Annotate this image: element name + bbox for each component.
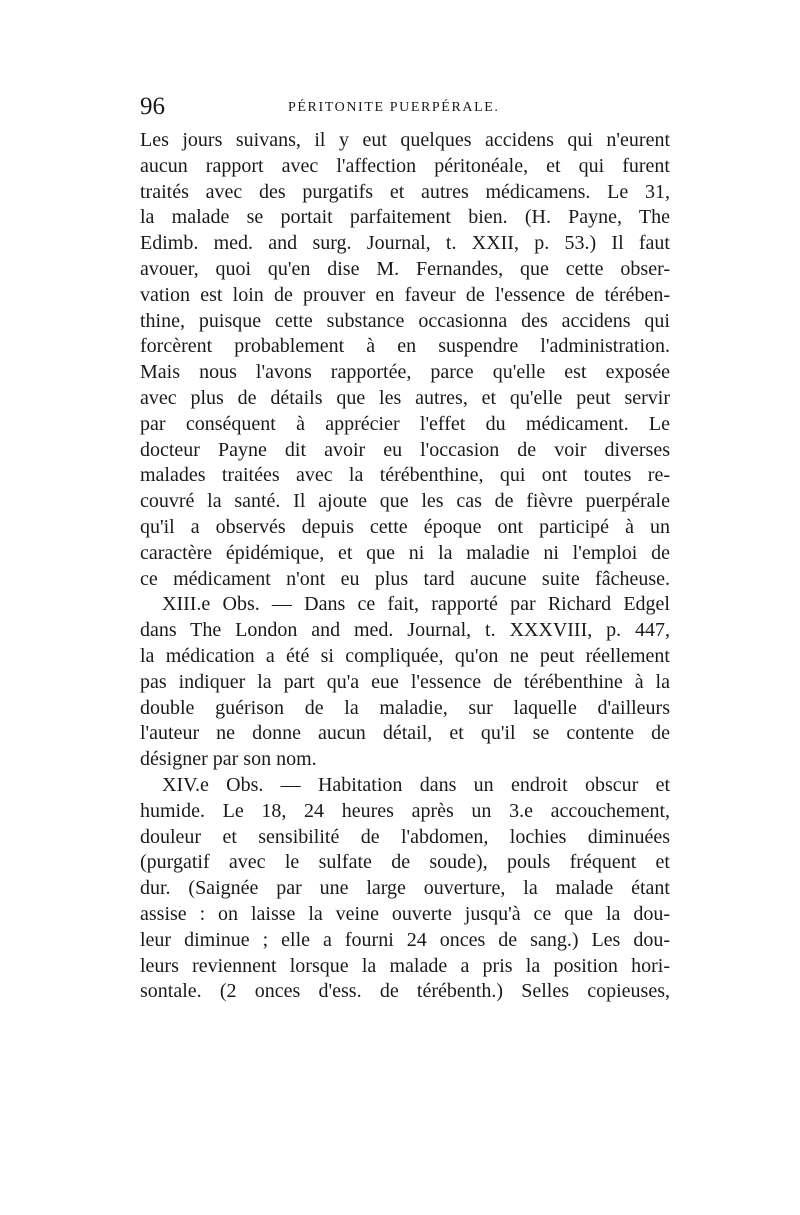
text-line: couvré la santé. Il ajoute que les cas de fièvre puerpérale <box>140 490 670 513</box>
text-line: la médication a été si compliquée, qu'on ne peut réellement <box>140 644 670 667</box>
text-line: assise : on laisse la veine ouverte jusqu'à ce que la dou- <box>140 902 670 925</box>
text-line: douleur et sensibilité de l'abdomen, lochies diminuées <box>140 825 670 848</box>
text-line: docteur Payne dit avoir eu l'occasion de voir diverses <box>140 438 670 461</box>
text-line: humide. Le 18, 24 heures après un 3.e accouchement, <box>140 799 670 822</box>
observation-heading-line: XIII.e Obs. — Dans ce fait, rapporté par Richard Edgel <box>162 593 670 616</box>
text-line: leur diminue ; elle a fourni 24 onces de sang.) Les dou- <box>140 928 670 951</box>
text-line: par conséquent à apprécier l'effet du médicament. Le <box>140 412 670 435</box>
text-line: avec plus de détails que les autres, et qu'elle peut servir <box>140 386 670 409</box>
text-line: forcèrent probablement à en suspendre l'administration. <box>140 335 670 358</box>
page-number: 96 <box>140 93 165 120</box>
text-line: thine, puisque cette substance occasionna des accidens qui <box>140 309 670 332</box>
body-text <box>140 128 670 1005</box>
text-line: vation est loin de prouver en faveur de l'essence de térében- <box>140 283 670 306</box>
running-head: PÉRITONITE PUERPÉRALE. <box>288 100 500 115</box>
text-line: avouer, quoi qu'en dise M. Fernandes, que cette obser- <box>140 257 670 280</box>
text-line: sontale. (2 onces d'ess. de térébenth.) Selles copieuses, <box>140 980 670 1003</box>
page-header <box>140 93 670 121</box>
text-line: Edimb. med. and surg. Journal, t. XXII, p. 53.) Il faut <box>140 232 670 255</box>
text-line: ce médicament n'ont eu plus tard aucune suite fâcheuse. <box>140 567 670 590</box>
text-line: (purgatif avec le sulfate de soude), pouls fréquent et <box>140 851 670 874</box>
text-line: qu'il a observés depuis cette époque ont participé à un <box>140 515 670 538</box>
text-line: dur. (Saignée par une large ouverture, la malade étant <box>140 877 670 900</box>
text-line: la malade se portait parfaitement bien. (H. Payne, The <box>140 206 670 229</box>
text-line: double guérison de la maladie, sur laquelle d'ailleurs <box>140 696 670 719</box>
text-line: dans The London and med. Journal, t. XXXVIII, p. 447, <box>140 619 670 642</box>
text-line: malades traitées avec la térébenthine, qui ont toutes re- <box>140 464 670 487</box>
text-line: l'auteur ne donne aucun détail, et qu'il se contente de <box>140 722 670 745</box>
text-line: désigner par son nom. <box>140 748 317 771</box>
text-line: Les jours suivans, il y eut quelques accidens qui n'eurent <box>140 129 670 151</box>
text-line: leurs reviennent lorsque la malade a pris la position hori- <box>140 954 670 977</box>
observation-heading-line: XIV.e Obs. — Habitation dans un endroit obscur et <box>162 773 670 796</box>
text-line: caractère épidémique, et que ni la maladie ni l'emploi de <box>140 541 670 564</box>
text-line: Mais nous l'avons rapportée, parce qu'elle est exposée <box>140 361 670 384</box>
text-line: traités avec des purgatifs et autres médicamens. Le 31, <box>140 180 670 203</box>
text-line: aucun rapport avec l'affection péritonéale, et qui furent <box>140 154 670 177</box>
text-line: pas indiquer la part qu'a eue l'essence de térébenthine à la <box>140 670 670 693</box>
